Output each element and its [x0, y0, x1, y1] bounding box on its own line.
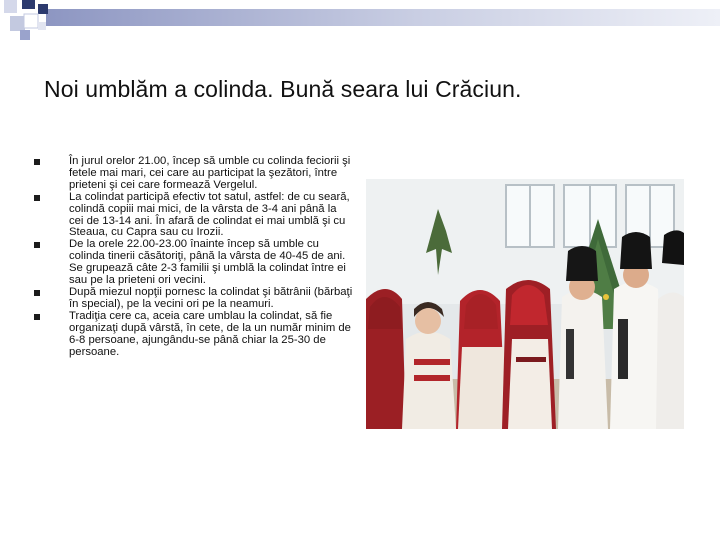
square-bullet-icon [34, 159, 40, 165]
carolers-photo [366, 179, 684, 429]
bullet-text: La colindat participă efectiv tot satul, astfel: de cu seară, colindă copiii mai mici, de la vârsta de 3-4 ani până la cei de 13-14 ani. În afară de colindat ei mai umblă şi cu Steaua, cu Capra sau cu Irozii. [69, 190, 350, 239]
slide-title: Noi umblăm a colinda. Bună seara lui Crăciun. [44, 76, 522, 102]
square-bullet-icon [34, 290, 40, 296]
corner-decoration [0, 0, 720, 40]
bullet-item [34, 239, 354, 287]
bullet-item [34, 156, 354, 192]
bullet-item [34, 311, 354, 359]
square-bullet-icon [34, 242, 40, 248]
bullet-text: În jurul orelor 21.00, încep să umble cu colinda feciorii şi fetele mai mari, cei care au participat la şezători, între prieteni şi cei care formează Vergelul. [69, 155, 351, 191]
bullet-item [34, 192, 354, 240]
bullet-text: După miezul nopţii pornesc la colindat şi bătrânii (bărbaţi în special), pe la vecini ori pe la neamuri. [69, 285, 353, 310]
bullet-text: Tradiţia cere ca, aceia care umblau la colindat, să fie organizaţi după vârstă, în cete, de la un număr minim de 6-8 persoane, ajungându-se până chiar la 25-30 de persoane. [69, 309, 351, 358]
bullet-text: De la orele 22.00-23.00 înainte încep să umble cu colinda tinerii căsătoriţi, până la vârsta de 40-45 de ani. Se grupează câte 2-3 familii şi umblă la colindat între ei sau pe la prieteni ori vecini. [69, 238, 346, 287]
bullet-list [34, 156, 354, 358]
square-bullet-icon [34, 195, 40, 201]
photo-illustration [366, 179, 684, 429]
bullet-item [34, 287, 354, 311]
square-bullet-icon [34, 314, 40, 320]
